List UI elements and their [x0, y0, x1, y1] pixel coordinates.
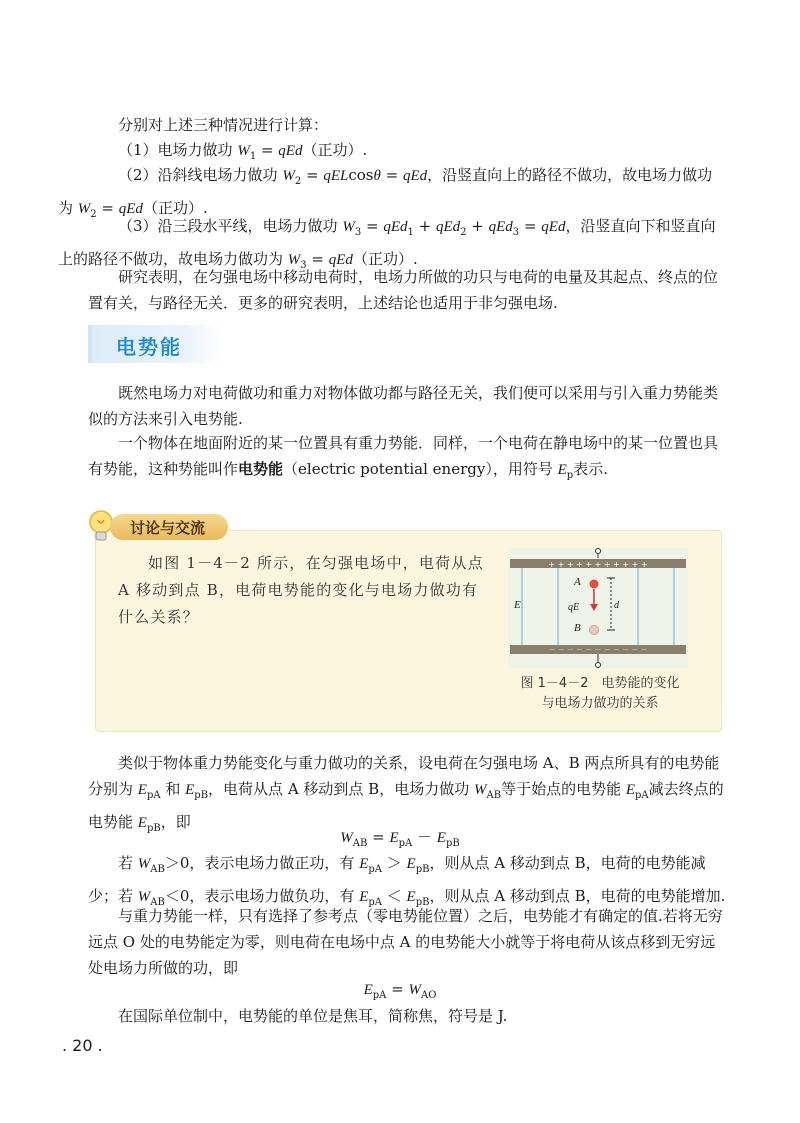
section-heading — [88, 325, 222, 363]
minus-signs: － － － － － － － － － － － — [548, 646, 648, 654]
label-d: d — [614, 600, 619, 611]
case-1: （1）电场力做功 $W_1 = qEd$（正功）. — [118, 141, 368, 162]
equation-1: $W_{AB} = E_{pA} - E_{pB}$ — [340, 828, 460, 849]
paragraph-2: 一个物体在地面附近的某一位置具有重力势能．同样，一个电荷在静电场中的某一位置也具有势能，这种势能叫作电势能（electric potential energy），用符号 $E_p$表示. — [88, 434, 719, 481]
plus-signs: + + + + + + + + + + + — [548, 560, 648, 569]
label-B: B — [574, 622, 581, 634]
charge-B — [590, 626, 599, 635]
discussion-title-pill — [110, 514, 228, 540]
case-2: （2）沿斜线电场力做功 $W_2 = qELcos\theta$ = qEd，沿竖直向上的路径不做功，故电场力做功 为 $W_2 = qEd$（正功）. — [58, 166, 713, 220]
figure-electric-field — [508, 548, 688, 668]
page-number: . 20 . — [62, 1036, 103, 1055]
section-title: 电势能 — [116, 335, 182, 359]
discussion-question: 如图 1－4－2 所示，在匀强电场中，电荷从点 A 移动到点 B，电荷电势能的变化与电场力做功有什么关系？ — [118, 554, 484, 626]
label-E: E — [514, 599, 521, 611]
equation-2: $E_{pA} = W_{AO}$ — [363, 980, 437, 1001]
paragraph-1: 既然电场力对电荷做功和重力对物体做功都与路径无关，我们便可以采用与引入重力势能类似的方法来引入电势能. — [88, 384, 719, 428]
discussion-title: 讨论与交流 — [130, 519, 206, 537]
label-qE: qE — [568, 602, 580, 613]
label-A: A — [574, 576, 581, 588]
intro-text: 分别对上述三种情况进行计算： — [118, 116, 329, 134]
paragraph-6: 在国际单位制中，电势能的单位是焦耳，简称焦，符号是 J. — [118, 1007, 508, 1025]
paragraph-5: 与重力势能一样，只有选择了参考点（零电势能位置）之后，电势能才有确定的值.若将无穷远点 O 处的电势能定为零，则电荷在电场中点 A 的电势能大小就等于将电荷从该点移到无穷远处电场力所做的功，即 — [88, 907, 723, 977]
charge-A — [590, 580, 599, 589]
paragraph-3: 类似于物体重力势能变化与重力做功的关系，设电荷在匀强电场 A、B 两点所具有的电势能分别为 $E_{pA}$ 和 $E_{pB}$，电荷从点 A 移动到点 B，电场力做功 $W_{AB}$等于始点的电势能 $E_{pA}$减去终点的电势能 $E_{pB}$，即 — [88, 754, 724, 834]
case-3: （3）沿三段水平线，电场力做功 $W_3 = qEd_1 + qEd_2 + qEd_3$ = qEd，沿竖直向下和竖直向 上的路径不做功，故电场力做功为 $W_3 = qEd$（正功）. — [58, 217, 716, 271]
conclusion-text: 研究表明，在匀强电场中移动电荷时，电场力所做的功只与电荷的电量及其起点、终点的位置有关，与路径无关．更多的研究表明，上述结论也适用于非匀强电场. — [88, 268, 719, 312]
term-electric-potential-energy: 电势能 — [238, 460, 284, 478]
figure-caption: 图 1－4－2 电势能的变化 与电场力做功的关系 — [520, 676, 680, 711]
paragraph-4: 若 $W_{AB}>0$，表示电场力做正功，有 $E_{pA} > E_{pB}$，则从点 A 移动到点 B，电荷的电势能减少；若 $W_{AB}<0$，表示电场力做负功，有 $E_{pA} < E_{pB}$，则从点 A 移动到点 B，电荷的电势能增加. — [88, 854, 726, 908]
